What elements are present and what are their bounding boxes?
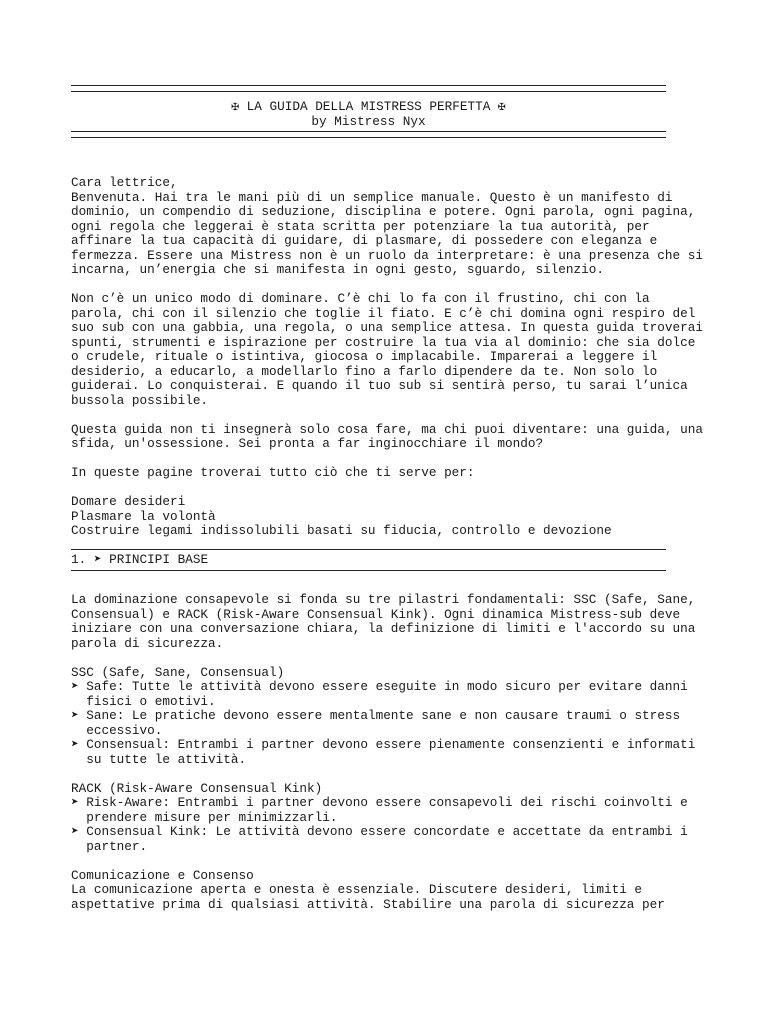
greeting: Cara lettrice,: [71, 175, 178, 190]
intro-paragraph-3: Questa guida non ti insegnerà solo cosa fare, ma chi puoi diventare: una guida, una sfida, un'ossessione. Sei pronta a far inginocchiare il mondo?: [71, 421, 703, 451]
intro-paragraph-2: Non c’è un unico modo di dominare. C’è chi lo fa con il frustino, chi con la parola, chi con il silenzio che toglie il fiato. E c’è chi domina ogni respiro del suo sub con una gabbia, una regola, o una semplice attesa. In questa guida troverai spunti, strumenti e ispirazione per costruire la tua via al dominio: che sia dolce o crudele, rituale o istintiva, giocosa o implacabile. Imparerai a leggere il desiderio, a educarlo, a modellarlo fino a farlo dipendere da te. Non solo lo guiderai. Lo conquisterai. E quando il tuo sub si sentirà perso, tu sarai l’unica bussola possibile.: [71, 291, 703, 408]
document-author: by Mistress Nyx: [311, 113, 426, 129]
intro-list: Domare desideri Plasmare la volontà Costruire legami indissolubili basati su fiducia, controllo e devozione: [71, 494, 612, 538]
document-title: ✠ LA GUIDA DELLA MISTRESS PERFETTA ✠: [231, 99, 506, 114]
rack-list: RACK (Risk-Aware Consensual Kink) ➤ Risk-Aware: Entrambi i partner devono essere consapevoli dei rischi coinvolti e prendere misure per minimizzarli. ➤ Consensual Kink: Le attività devono essere concordate e accettate da entrambi i partner.: [71, 780, 688, 854]
document-page: [71, 85, 711, 912]
intro-paragraph-1: Benvenuta. Hai tra le mani più di un semplice manuale. Questo è un manifesto di dominio, un compendio di seduzione, disciplina e potere. Ogni parola, ogni pagina, ogni regola che leggerai è stata scritta per potenziare la tua autorità, per affinare la tua capacità di guidare, di plasmare, di possedere con eleganza e fermezza. Essere una Mistress non è un ruolo da interpretare: è una presenza che si incarna, un’energia che si manifesta in ogni gesto, sguardo, silenzio.: [71, 189, 703, 277]
header-rule-top: [71, 85, 666, 92]
intro-paragraph-4: In queste pagine troverai tutto ciò che ti serve per:: [71, 465, 475, 480]
communication-paragraph: Comunicazione e Consenso La comunicazione aperta e onesta è essenziale. Discutere desideri, limiti e aspettative prima di qualsiasi attività. Stabilire una parola di sicurezza per: [71, 867, 665, 912]
ssc-list: SSC (Safe, Sane, Consensual) ➤ Safe: Tutte le attività devono essere eseguite in modo sicuro per evitare danni fisici o emotivi. ➤ Sane: Le pratiche devono essere mentalmente sane e non causare traumi o stress eccessivo. ➤ Consensual: Entrambi i partner devono essere pienamente consenzienti e informati su tutte le attività.: [71, 664, 696, 767]
header-rule-bottom: [71, 131, 666, 138]
section-paragraph-1: La dominazione consapevole si fonda su tre pilastri fondamentali: SSC (Safe, Sane, Consensual) e RACK (Risk-Aware Consensual Kink). Ogni dinamica Mistress-sub deve iniziare con una conversazione chiara, la definizione di limiti e l'accordo su una parola di sicurezza.: [71, 592, 696, 651]
section-heading: 1. ➤ PRINCIPI BASE: [71, 551, 209, 567]
